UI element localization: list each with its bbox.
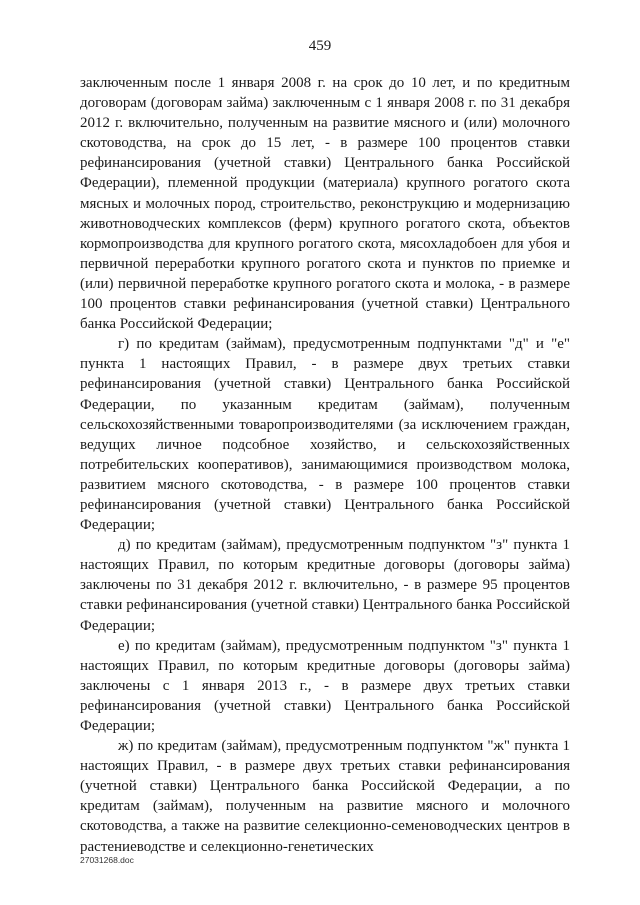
document-file-code: 27031268.doc — [80, 855, 134, 865]
document-body — [80, 73, 570, 857]
paragraph-item-g: г) по кредитам (займам), предусмотренным подпунктами "д" и "е" пункта 1 настоящих Правил, - в размере двух третьих ставки рефинансирования (учетной ставки) Центрального банка Российской Федерации, по указанным кредитам (займам), полученным сельскохозяйственными товаропроизводителями (за исключением граждан, ведущих личное подсобное хозяйство, и сельскохозяйственных потребительских кооперативов), занимающимися производством молока, развитием мясного скотоводства, - в размере 100 процентов ставки рефинансирования (учетной ставки) Центрального банка Российской Федерации; — [80, 336, 570, 534]
paragraph-item-e: е) по кредитам (займам), предусмотренным подпунктом "з" пункта 1 настоящих Правил, по которым кредитные договоры (договоры займа) заключены с 1 января 2013 г., - в размере двух третьих ставки рефинансирования (учетной ставки) Центрального банка Российской Федерации; — [80, 637, 570, 734]
paragraph-continuation: заключенным после 1 января 2008 г. на срок до 10 лет, и по кредитным договорам (договорам займа) заключенным с 1 января 2008 г. по 31 декабря 2012 г. включительно, полученным на развитие мясного и (или) молочного скотоводства, на срок до 15 лет, - в размере 100 процентов ставки рефинансирования (учетной ставки) Центрального банка Российской Федерации), племенной продукции (материала) крупного рогатого скота мясных и молочных пород, строительство, реконструкцию и модернизацию животноводческих комплексов (ферм) крупного рогатого скота, объектов кормопроизводства для крупного рогатого скота, мясохладобоен для убоя и первичной переработки крупного рогатого скота и пунктов по приемке и (или) первичной переработке крупного рогатого скота и молока, - в размере 100 процентов ставки рефинансирования (учетной ставки) Центрального банка Российской Федерации; — [80, 75, 570, 333]
paragraph-item-d: д) по кредитам (займам), предусмотренным подпунктом "з" пункта 1 настоящих Правил, по которым кредитные договоры (договоры займа) заключены по 31 декабря 2012 г. включительно, - в размере 95 процентов ставки рефинансирования (учетной ставки) Центрального банка Российской Федерации; — [80, 537, 570, 634]
paragraph-item-zh: ж) по кредитам (займам), предусмотренным подпунктом "ж" пункта 1 настоящих Правил, - в размере двух третьих ставки рефинансирования (учетной ставки) Центрального банка Российской Федерации, а по кредитам (займам), полученным на развитие мясного и молочного скотоводства, а также на развитие селекционно-семеноводческих центров в растениеводстве и селекционно-генетических — [80, 738, 570, 855]
page-number: 459 — [308, 38, 332, 54]
